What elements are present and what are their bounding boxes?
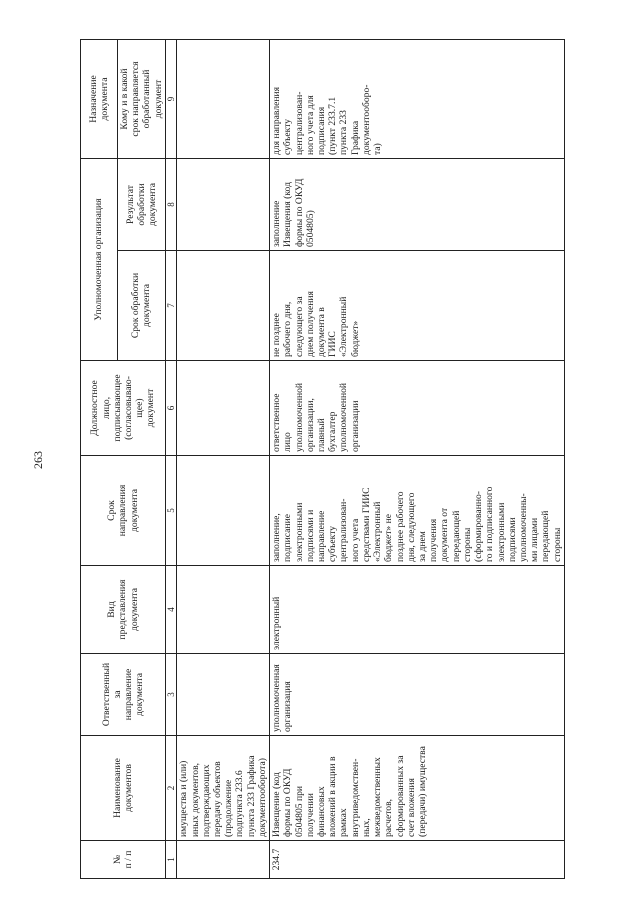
cell-purpose: для направления субъекту централизован- ного учета для подписания (пункт 233.7.1 пункта 233 Графика документооборо- та) <box>270 40 565 159</box>
cell-official <box>177 361 270 456</box>
header-responsible: Ответственный за направление документа <box>81 654 166 736</box>
header-form: Вид представления документа <box>81 566 166 654</box>
header-purpose-sub: Кому и в какой срок направляется обработанный документ <box>118 40 166 159</box>
column-number: 6 <box>165 361 177 456</box>
cell-official: ответственное лицо уполномоченной организации, главный бухгалтер уполномоченной организации <box>270 361 565 456</box>
cell-num: 234.7 <box>270 841 565 879</box>
cell-name: Извещение (код формы по ОКУД 0504805 при получении финансовых вложений в акции в рамках внутриведомствен- ных, межведомственных расчетов, сформированных за счет вложения (передачи) имущества <box>270 736 565 841</box>
table-row <box>177 40 270 879</box>
cell-deadline <box>177 456 270 566</box>
header-purpose: Назначение документа <box>81 40 118 159</box>
header-name: Наименование документов <box>81 736 166 841</box>
cell-purpose <box>177 40 270 159</box>
cell-num <box>177 841 270 879</box>
cell-responsible <box>177 654 270 736</box>
column-number: 7 <box>165 251 177 361</box>
column-number: 8 <box>165 159 177 251</box>
document-flow-table <box>80 39 565 879</box>
cell-processing-result <box>177 159 270 251</box>
column-number: 3 <box>165 654 177 736</box>
cell-processing-term <box>177 251 270 361</box>
column-number: 2 <box>165 736 177 841</box>
cell-responsible: уполномоченная организация <box>270 654 565 736</box>
column-number: 5 <box>165 456 177 566</box>
table-row <box>270 40 565 879</box>
header-num: № п / п <box>81 841 166 879</box>
header-processing-term: Срок обработки документа <box>118 251 166 361</box>
column-number: 4 <box>165 566 177 654</box>
header-deadline: Срок направления документа <box>81 456 166 566</box>
cell-deadline: заполнение, подписание электронными подписями и направление субъекту централизован- ного учета средствами ГИИС «Электронный бюджет» не позднее рабочего дня, следующего за днем получения документа от передающей стороны (сформированно- го и подписанного электронными подписями уполномоченны- ми лицами передающей стороны <box>270 456 565 566</box>
header-processing-result: Результат обработки документа <box>118 159 166 251</box>
page-number: 263 <box>31 451 45 469</box>
column-number: 1 <box>165 841 177 879</box>
cell-form <box>177 566 270 654</box>
cell-form: электронный <box>270 566 565 654</box>
cell-processing-result: заполнение Извещения (код формы по ОКУД 0504805) <box>270 159 565 251</box>
header-authorized-org: Уполномоченная организация <box>81 159 118 361</box>
cell-processing-term: не позднее рабочего дня, следующего за днем получения документа в ГИИС «Электронный бюджет» <box>270 251 565 361</box>
header-official: Должностное лицо, подписывающее (согласовываю- щее) документ <box>81 361 166 456</box>
document-table-sheet <box>80 40 628 879</box>
column-number: 9 <box>165 40 177 159</box>
cell-name: имущества и (или) иных документов, подтверждающих передачу объектов (продолжение подпункта 233.6 пункта 233 Графика документооборота) <box>177 736 270 841</box>
